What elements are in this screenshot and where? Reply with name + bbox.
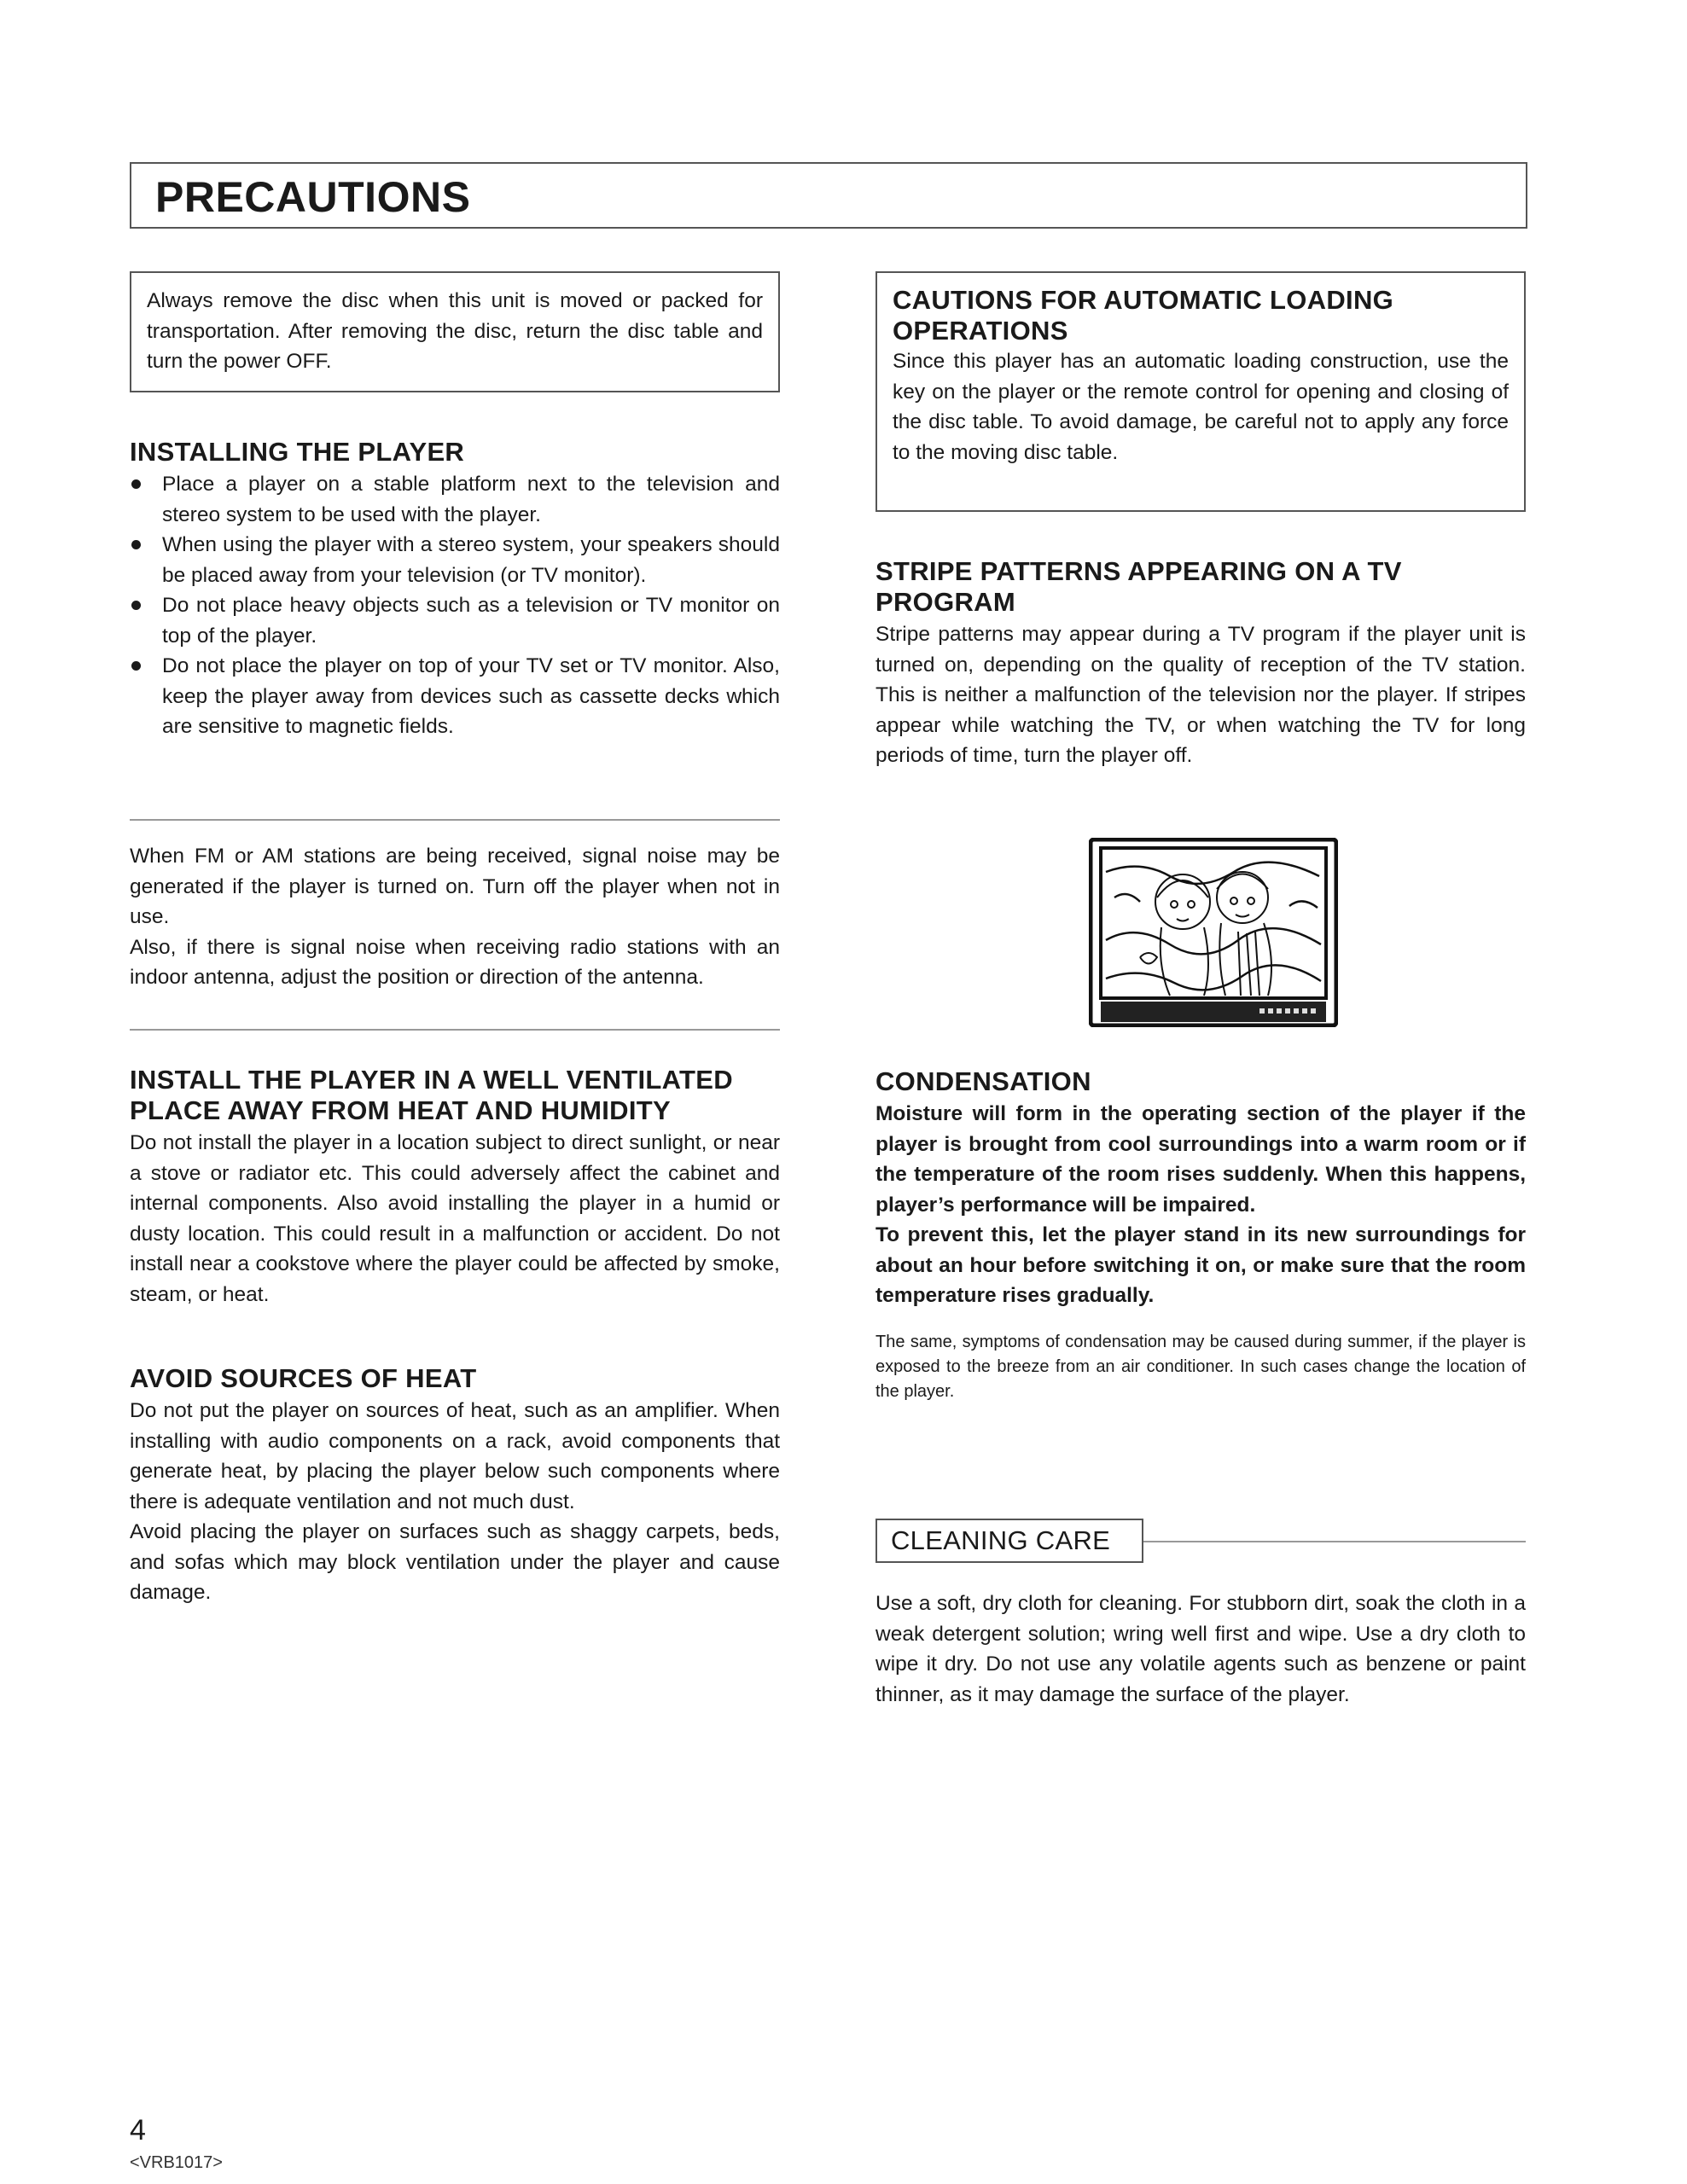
cleaning-heading: CLEANING CARE bbox=[891, 1525, 1111, 1555]
ventilated-heading-line-2: PLACE AWAY FROM HEAT AND HUMIDITY bbox=[130, 1095, 671, 1125]
cleaning-heading-rule bbox=[1143, 1541, 1526, 1542]
condensation-bold-1: Moisture will form in the operating section of the player if the player is brought from cool surroundings into a warm room or if the temperature of the room rises suddenly. When this happens, player’s performance will be impaired. bbox=[875, 1102, 1526, 1217]
ventilated-body: Do not install the player in a location subject to direct sunlight, or near a stove or radiator etc. This could adversely affect the cabinet and internal components. Also avoid installing the player in a humid or dusty location. This could result in a malfunction or accident. Do not install near a cookstove where the player could be affected by smoke, steam, or heat. bbox=[130, 1131, 780, 1306]
list-item: Place a player on a stable platform next to the television and stereo system to be used with the player. bbox=[130, 469, 780, 530]
auto-loading-heading-line-2: OPERATIONS bbox=[893, 316, 1068, 346]
condensation-small: The same, symptoms of condensation may be caused during summer, if the player is exposed to the breeze from an air conditioner. In such cases change the location of the player. bbox=[875, 1332, 1526, 1401]
heat-body-1: Do not put the player on sources of heat, such as an amplifier. When installing with audio components on a rack, avoid components that generate heat, by placing the player below such components where there is adequate ventilation and not much dust. bbox=[130, 1399, 780, 1513]
ventilated-heading-line-1: INSTALL THE PLAYER IN A WELL VENTILATED bbox=[130, 1065, 733, 1095]
divider bbox=[130, 819, 780, 821]
radio-notice-text-2: Also, if there is signal noise when receiving radio stations with an indoor antenna, adjust the position or direction of the antenna. bbox=[130, 935, 780, 989]
heat-heading: AVOID SOURCES OF HEAT bbox=[130, 1363, 477, 1393]
list-item: When using the player with a stereo system, your speakers should be placed away from your television (or TV monitor). bbox=[130, 530, 780, 590]
stripe-heading-line-1: STRIPE PATTERNS APPEARING ON A TV bbox=[875, 556, 1402, 586]
condensation-section bbox=[875, 1066, 1526, 1404]
title-box bbox=[130, 162, 1527, 229]
bullet-icon bbox=[131, 601, 141, 610]
radio-notice-text-1: When FM or AM stations are being received, signal noise may be generated if the player is turned on. Turn off the player when not in use. bbox=[130, 845, 780, 928]
stripe-section bbox=[875, 556, 1526, 771]
tv-stripe-illustration-icon bbox=[1089, 838, 1338, 1027]
bullet-icon bbox=[131, 661, 141, 671]
cleaning-heading-box bbox=[875, 1519, 1143, 1563]
divider bbox=[130, 1029, 780, 1031]
radio-notice bbox=[130, 841, 780, 993]
cleaning-section bbox=[875, 1589, 1526, 1710]
document-code: <VRB1017> bbox=[130, 2153, 223, 2172]
list-item: Do not place the player on top of your TV set or TV monitor. Also, keep the player away from devices such as cassette decks which are sensitive to magnetic fields. bbox=[130, 651, 780, 742]
auto-loading-box bbox=[875, 271, 1526, 512]
installing-list bbox=[130, 469, 780, 742]
list-item: Do not place heavy objects such as a television or TV monitor on top of the player. bbox=[130, 590, 780, 651]
page-title: PRECAUTIONS bbox=[155, 173, 471, 221]
heat-body-2: Avoid placing the player on surfaces such as shaggy carpets, beds, and sofas which may block ventilation under the player and cause damage. bbox=[130, 1520, 780, 1604]
transport-notice-box bbox=[130, 271, 780, 392]
installing-heading: INSTALLING THE PLAYER bbox=[130, 437, 465, 467]
stripe-body: Stripe patterns may appear during a TV program if the player unit is turned on, depending on the quality of reception of the TV station. This is neither a malfunction of the television nor the player. If stripes appear while watching the TV, or when watching the TV for long periods of time, turn the player off. bbox=[875, 623, 1526, 767]
page-number: 4 bbox=[130, 2114, 146, 2146]
stripe-heading-line-2: PROGRAM bbox=[875, 587, 1015, 617]
condensation-bold-2: To prevent this, let the player stand in its new surroundings for about an hour before switching it on, or make sure that the room temperature rises gradually. bbox=[875, 1223, 1526, 1307]
tv-drawing bbox=[1089, 838, 1338, 1027]
cleaning-body: Use a soft, dry cloth for cleaning. For stubborn dirt, soak the cloth in a weak detergent solution; wring well first and wipe. Use a dry cloth to wipe it dry. Do not use any volatile agents such as benzene or paint thinner, as it may damage the surface of the player. bbox=[875, 1592, 1526, 1706]
bullet-icon bbox=[131, 479, 141, 489]
installing-section bbox=[130, 437, 780, 742]
auto-loading-body: Since this player has an automatic loading construction, use the key on the player or the remote control for opening and closing of the disc table. To avoid damage, be careful not to apply any force to the moving disc table. bbox=[893, 350, 1509, 464]
heat-section bbox=[130, 1363, 780, 1608]
auto-loading-heading-line-1: CAUTIONS FOR AUTOMATIC LOADING bbox=[893, 285, 1394, 315]
bullet-icon bbox=[131, 540, 141, 549]
ventilated-section bbox=[130, 1065, 780, 1310]
transport-notice-text: Always remove the disc when this unit is moved or packed for transportation. After removing the disc, return the disc table and turn the power OFF. bbox=[147, 289, 763, 373]
condensation-heading: CONDENSATION bbox=[875, 1066, 1091, 1096]
